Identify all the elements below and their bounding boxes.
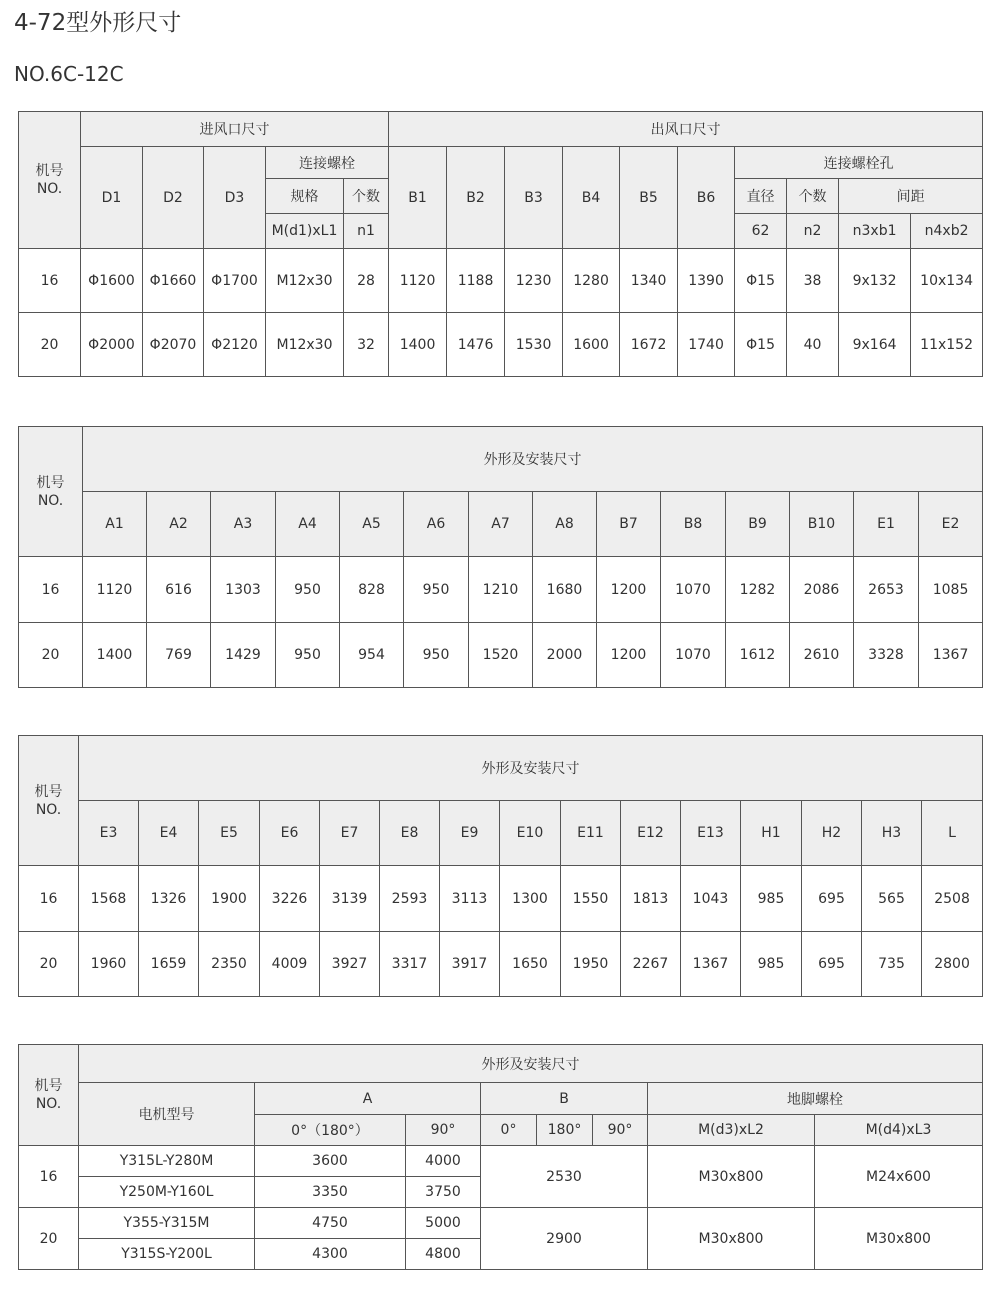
inlet-dimensions-header: 进风口尺寸 <box>81 112 389 147</box>
table-row <box>19 623 983 688</box>
col-header: E6 <box>260 801 320 866</box>
inlet-outlet-dimensions-table <box>18 111 983 377</box>
col-header: E3 <box>79 801 139 866</box>
value-cell: 950 <box>276 557 340 623</box>
table-row <box>19 1146 983 1177</box>
table-row <box>19 557 983 623</box>
value-cell: 2086 <box>790 557 854 623</box>
col-header: A8 <box>533 492 597 557</box>
hole-diameter-header: 直径 <box>735 179 787 214</box>
value-cell: M12x30 <box>266 249 344 313</box>
col-header: A1 <box>83 492 147 557</box>
col-header: H2 <box>802 801 862 866</box>
value-cell: 1367 <box>919 623 983 688</box>
a-90-cell: 4000 <box>406 1146 481 1177</box>
value-cell: Φ1600 <box>81 249 143 313</box>
value-cell: Φ1660 <box>143 249 204 313</box>
value-cell: 10x134 <box>911 249 983 313</box>
value-cell: 985 <box>741 866 802 932</box>
anchor-d4-cell: M30x800 <box>815 1208 983 1270</box>
value-cell: 1367 <box>681 932 741 997</box>
value-cell: 1900 <box>199 866 260 932</box>
value-cell: 1070 <box>661 623 726 688</box>
hole-subheader: 62 <box>735 214 787 249</box>
value-cell: 3139 <box>320 866 380 932</box>
bolt-count-header: 个数 <box>344 179 389 214</box>
motor-model-cell: Y315L-Y280M <box>79 1146 255 1177</box>
value-cell: Φ1700 <box>204 249 266 313</box>
value-cell: Φ15 <box>735 313 787 377</box>
table-row <box>19 249 983 313</box>
machine-no-cell: 16 <box>19 1146 79 1208</box>
value-cell: 32 <box>344 313 389 377</box>
col-header: B10 <box>790 492 854 557</box>
col-header: E7 <box>320 801 380 866</box>
value-cell: 735 <box>862 932 922 997</box>
value-cell: 828 <box>340 557 404 623</box>
value-cell: 1200 <box>597 557 661 623</box>
value-cell: 9x132 <box>839 249 911 313</box>
a-dimension-header: A <box>255 1083 481 1115</box>
b-dimension-header: B <box>481 1083 648 1115</box>
col-header: E13 <box>681 801 741 866</box>
value-cell: 1282 <box>726 557 790 623</box>
motor-model-header: 电机型号 <box>79 1083 255 1146</box>
col-header: D3 <box>204 147 266 249</box>
value-cell: 9x164 <box>839 313 911 377</box>
col-header: B7 <box>597 492 661 557</box>
value-cell: 2593 <box>380 866 440 932</box>
value-cell: 3113 <box>440 866 500 932</box>
value-cell: 1390 <box>678 249 735 313</box>
value-cell: 1650 <box>500 932 561 997</box>
machine-no-cell: 16 <box>19 249 81 313</box>
a-0-cell: 4750 <box>255 1208 406 1239</box>
col-header: E9 <box>440 801 500 866</box>
col-header: A5 <box>340 492 404 557</box>
value-cell: 1070 <box>661 557 726 623</box>
value-cell: 2350 <box>199 932 260 997</box>
outline-dimensions-table-a <box>18 426 983 688</box>
col-header: E5 <box>199 801 260 866</box>
bolt-count-subheader: n1 <box>344 214 389 249</box>
value-cell: 1303 <box>211 557 276 623</box>
outline-dimensions-table-b <box>18 735 983 997</box>
col-header: E8 <box>380 801 440 866</box>
machine-no-cell: 20 <box>19 1208 79 1270</box>
table-row <box>19 866 983 932</box>
hole-subheader: n2 <box>787 214 839 249</box>
col-header: E11 <box>561 801 621 866</box>
value-cell: Φ2000 <box>81 313 143 377</box>
col-header: A7 <box>469 492 533 557</box>
hole-count-header: 个数 <box>787 179 839 214</box>
value-cell: 1950 <box>561 932 621 997</box>
value-cell: 1520 <box>469 623 533 688</box>
value-cell: 1280 <box>563 249 620 313</box>
value-cell: 1530 <box>505 313 563 377</box>
value-cell: Φ2120 <box>204 313 266 377</box>
value-cell: 1120 <box>83 557 147 623</box>
value-cell: 1429 <box>211 623 276 688</box>
value-cell: 1043 <box>681 866 741 932</box>
value-cell: 1210 <box>469 557 533 623</box>
value-cell: 950 <box>276 623 340 688</box>
value-cell: 950 <box>404 623 469 688</box>
col-header: E2 <box>919 492 983 557</box>
col-header: E12 <box>621 801 681 866</box>
outline-install-header: 外形及安装尺寸 <box>79 1045 983 1083</box>
outline-install-header: 外形及安装尺寸 <box>83 427 983 492</box>
b-0-header: 0° <box>481 1115 537 1146</box>
col-header: E1 <box>854 492 919 557</box>
bolt-spec-subheader: M(d1)xL1 <box>266 214 344 249</box>
motor-foundation-table <box>18 1044 983 1270</box>
outline-install-header: 外形及安装尺寸 <box>79 736 983 801</box>
value-cell: Φ2070 <box>143 313 204 377</box>
col-header: B6 <box>678 147 735 249</box>
value-cell: 3927 <box>320 932 380 997</box>
col-header: D2 <box>143 147 204 249</box>
col-header: H3 <box>862 801 922 866</box>
value-cell: 2610 <box>790 623 854 688</box>
table-row <box>19 1208 983 1239</box>
value-cell: 565 <box>862 866 922 932</box>
value-cell: 1300 <box>500 866 561 932</box>
a-90-header: 90° <box>406 1115 481 1146</box>
col-header: B5 <box>620 147 678 249</box>
value-cell: 1340 <box>620 249 678 313</box>
value-cell: M12x30 <box>266 313 344 377</box>
value-cell: 1326 <box>139 866 199 932</box>
value-cell: 2000 <box>533 623 597 688</box>
value-cell: 695 <box>802 866 862 932</box>
value-cell: 2267 <box>621 932 681 997</box>
value-cell: 1659 <box>139 932 199 997</box>
col-header: B9 <box>726 492 790 557</box>
value-cell: 2800 <box>922 932 983 997</box>
value-cell: 1960 <box>79 932 139 997</box>
a-0-cell: 4300 <box>255 1239 406 1270</box>
value-cell: 1400 <box>83 623 147 688</box>
table-row <box>19 313 983 377</box>
b-value-cell: 2900 <box>481 1208 648 1270</box>
outlet-dimensions-header: 出风口尺寸 <box>389 112 983 147</box>
col-header: E4 <box>139 801 199 866</box>
value-cell: 985 <box>741 932 802 997</box>
b-90-header: 90° <box>593 1115 648 1146</box>
motor-model-cell: Y250M-Y160L <box>79 1177 255 1208</box>
col-header: A2 <box>147 492 211 557</box>
col-header: A6 <box>404 492 469 557</box>
value-cell: 1740 <box>678 313 735 377</box>
value-cell: 11x152 <box>911 313 983 377</box>
anchor-d3-cell: M30x800 <box>648 1208 815 1270</box>
value-cell: 954 <box>340 623 404 688</box>
col-header: B3 <box>505 147 563 249</box>
col-header: A3 <box>211 492 276 557</box>
connecting-bolt-header: 连接螺栓 <box>266 147 389 179</box>
motor-model-cell: Y355-Y315M <box>79 1208 255 1239</box>
machine-no-cell: 16 <box>19 557 83 623</box>
value-cell: 3226 <box>260 866 320 932</box>
value-cell: 2653 <box>854 557 919 623</box>
value-cell: 38 <box>787 249 839 313</box>
anchor-d4-header: M(d4)xL3 <box>815 1115 983 1146</box>
column-header-row <box>19 801 983 866</box>
a-90-cell: 4800 <box>406 1239 481 1270</box>
value-cell: 1600 <box>563 313 620 377</box>
value-cell: 769 <box>147 623 211 688</box>
machine-no-cell: 20 <box>19 932 79 997</box>
a-0-cell: 3600 <box>255 1146 406 1177</box>
anchor-d3-header: M(d3)xL2 <box>648 1115 815 1146</box>
value-cell: 1612 <box>726 623 790 688</box>
b-value-cell: 2530 <box>481 1146 648 1208</box>
value-cell: 1672 <box>620 313 678 377</box>
b-180-header: 180° <box>537 1115 593 1146</box>
value-cell: 28 <box>344 249 389 313</box>
col-header: D1 <box>81 147 143 249</box>
value-cell: 1120 <box>389 249 447 313</box>
machine-no-header: 机号 NO. <box>19 427 83 557</box>
value-cell: 4009 <box>260 932 320 997</box>
value-cell: 1200 <box>597 623 661 688</box>
machine-no-header: 机号 NO. <box>19 736 79 866</box>
bolt-spec-header: 规格 <box>266 179 344 214</box>
hole-subheader: n3xb1 <box>839 214 911 249</box>
col-header: B1 <box>389 147 447 249</box>
anchor-d4-cell: M24x600 <box>815 1146 983 1208</box>
value-cell: 1476 <box>447 313 505 377</box>
machine-no-header: 机号 NO. <box>19 1045 79 1146</box>
hole-subheader: n4xb2 <box>911 214 983 249</box>
value-cell: Φ15 <box>735 249 787 313</box>
value-cell: 1188 <box>447 249 505 313</box>
anchor-d3-cell: M30x800 <box>648 1146 815 1208</box>
col-header: B2 <box>447 147 505 249</box>
motor-model-cell: Y315S-Y200L <box>79 1239 255 1270</box>
bolt-hole-header: 连接螺栓孔 <box>735 147 983 179</box>
value-cell: 616 <box>147 557 211 623</box>
value-cell: 695 <box>802 932 862 997</box>
value-cell: 1813 <box>621 866 681 932</box>
anchor-bolt-header: 地脚螺栓 <box>648 1083 983 1115</box>
value-cell: 1568 <box>79 866 139 932</box>
a-90-cell: 3750 <box>406 1177 481 1208</box>
a-90-cell: 5000 <box>406 1208 481 1239</box>
col-header: A4 <box>276 492 340 557</box>
value-cell: 1230 <box>505 249 563 313</box>
model-range-subtitle: NO.6C-12C <box>14 62 124 86</box>
value-cell: 3317 <box>380 932 440 997</box>
col-header: B4 <box>563 147 620 249</box>
value-cell: 2508 <box>922 866 983 932</box>
page-title: 4-72型外形尺寸 <box>14 10 182 36</box>
a-0-180-header: 0°（180°） <box>255 1115 406 1146</box>
value-cell: 1550 <box>561 866 621 932</box>
column-header-row <box>19 492 983 557</box>
a-0-cell: 3350 <box>255 1177 406 1208</box>
value-cell: 1400 <box>389 313 447 377</box>
col-header: L <box>922 801 983 866</box>
machine-no-cell: 20 <box>19 313 81 377</box>
machine-no-header: 机号 NO. <box>19 112 81 249</box>
value-cell: 3917 <box>440 932 500 997</box>
table-row <box>19 932 983 997</box>
value-cell: 40 <box>787 313 839 377</box>
col-header: B8 <box>661 492 726 557</box>
col-header: H1 <box>741 801 802 866</box>
machine-no-cell: 20 <box>19 623 83 688</box>
machine-no-cell: 16 <box>19 866 79 932</box>
value-cell: 950 <box>404 557 469 623</box>
hole-spacing-header: 间距 <box>839 179 983 214</box>
value-cell: 3328 <box>854 623 919 688</box>
value-cell: 1680 <box>533 557 597 623</box>
value-cell: 1085 <box>919 557 983 623</box>
col-header: E10 <box>500 801 561 866</box>
